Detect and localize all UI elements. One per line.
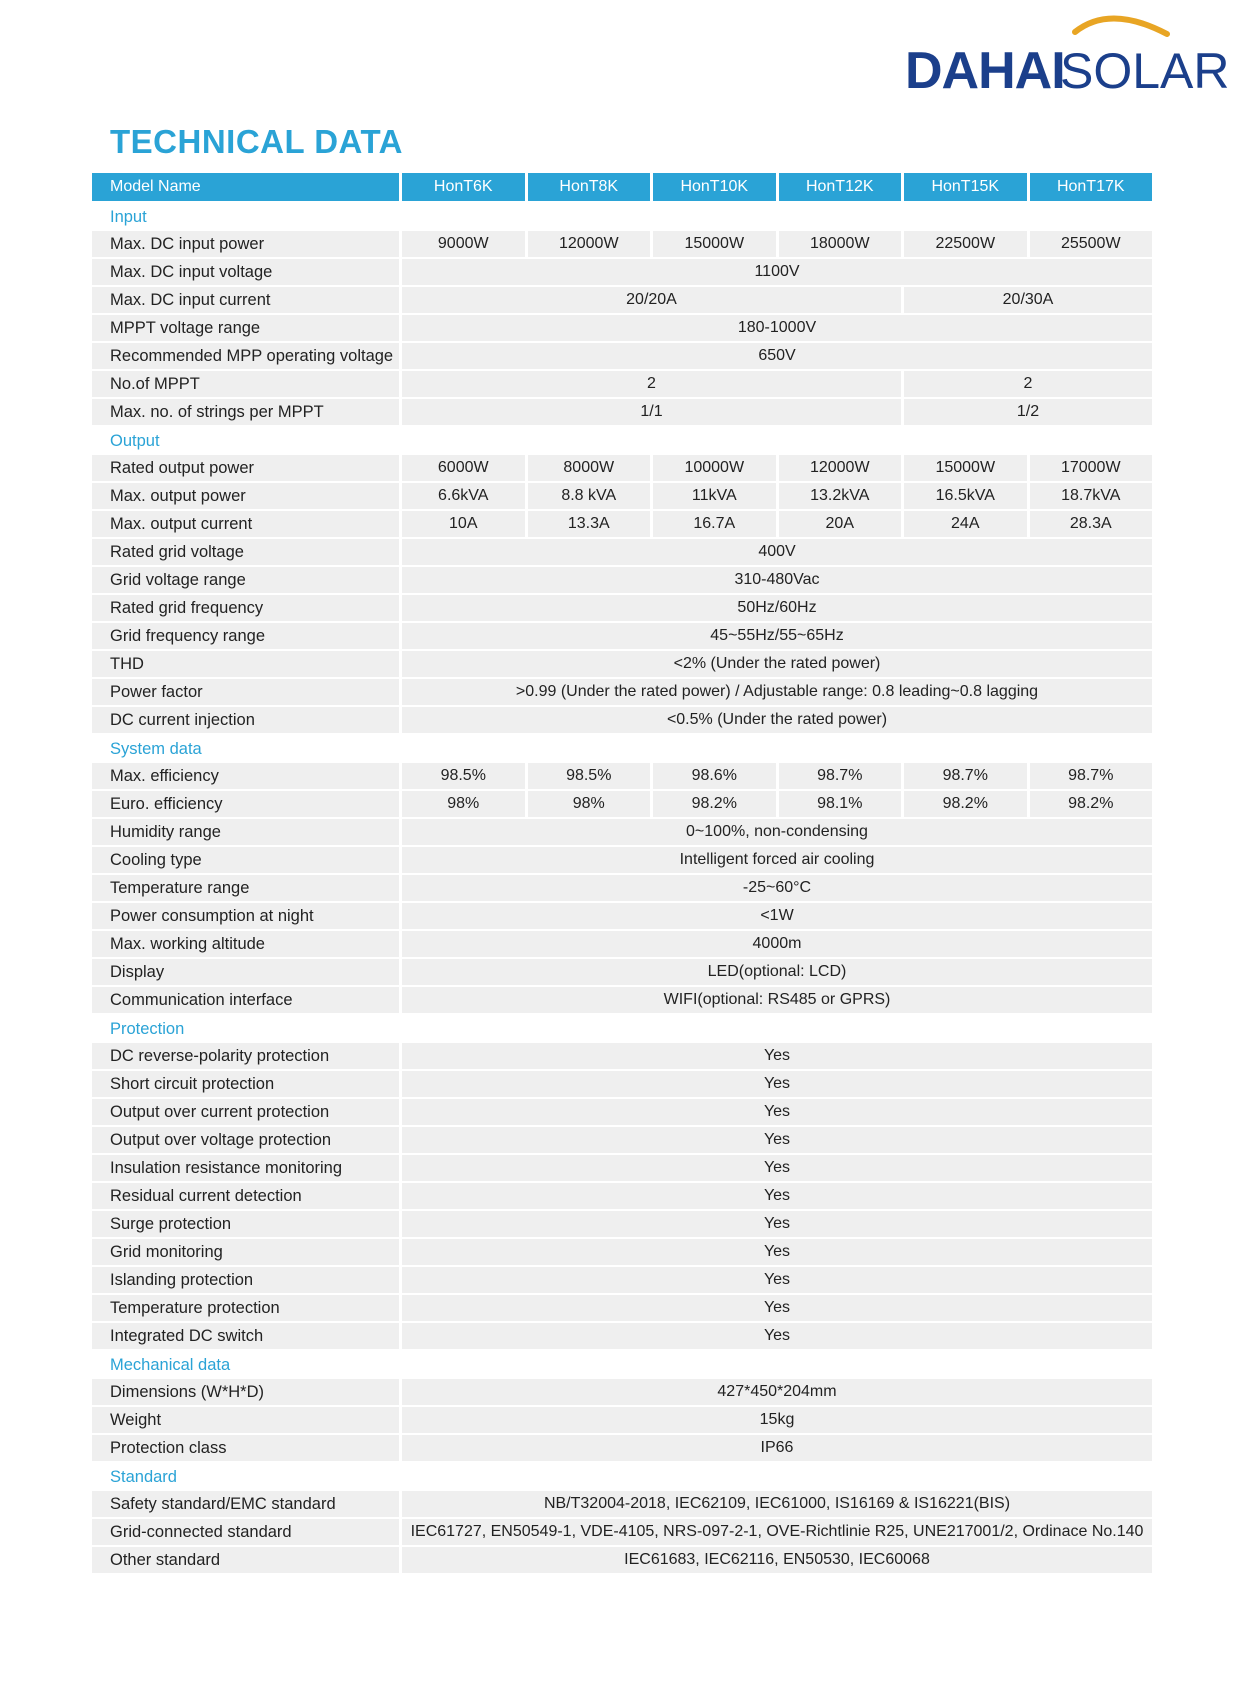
row-value: Yes	[399, 1099, 1152, 1127]
row-label: Recommended MPP operating voltage	[92, 343, 399, 371]
row-value: Yes	[399, 1127, 1152, 1155]
table-row	[92, 987, 1152, 1015]
row-label: Temperature protection	[92, 1295, 399, 1323]
row-label: Insulation resistance monitoring	[92, 1155, 399, 1183]
row-value: 50Hz/60Hz	[399, 595, 1152, 623]
row-label: Display	[92, 959, 399, 987]
table-row	[92, 1155, 1152, 1183]
row-value: 98.6%	[650, 763, 776, 791]
table-row	[92, 231, 1152, 259]
row-value: 10A	[399, 511, 525, 539]
row-value: 98%	[399, 791, 525, 819]
table-row	[92, 1295, 1152, 1323]
row-label: Other standard	[92, 1547, 399, 1575]
model-header-hont6k: HonT6K	[399, 173, 525, 203]
table-row	[92, 959, 1152, 987]
table-row	[92, 511, 1152, 539]
table-row	[92, 651, 1152, 679]
row-value: 20/20A	[399, 287, 901, 315]
row-label: Protection class	[92, 1435, 399, 1463]
table-row	[92, 343, 1152, 371]
section-row	[92, 1015, 1152, 1043]
row-value: 2	[399, 371, 901, 399]
technical-data-table	[92, 173, 1152, 1575]
row-label: Grid voltage range	[92, 567, 399, 595]
table-row	[92, 707, 1152, 735]
table-body	[92, 203, 1152, 1575]
row-value: 16.5kVA	[901, 483, 1027, 511]
row-value: Yes	[399, 1211, 1152, 1239]
row-value: 650V	[399, 343, 1152, 371]
table-row	[92, 763, 1152, 791]
row-label: Dimensions (W*H*D)	[92, 1379, 399, 1407]
row-value: 0~100%, non-condensing	[399, 819, 1152, 847]
model-name-header: Model Name	[92, 173, 399, 203]
row-value: 8000W	[525, 455, 651, 483]
row-value: IEC61727, EN50549-1, VDE-4105, NRS-097-2-1, OVE-Richtlinie R25, UNE217001/2, Ordinace No.140	[399, 1519, 1152, 1547]
table-row	[92, 595, 1152, 623]
section-row	[92, 1463, 1152, 1491]
section-row	[92, 203, 1152, 231]
model-header-hont10k: HonT10K	[650, 173, 776, 203]
row-value: 98.5%	[399, 763, 525, 791]
row-label: Islanding protection	[92, 1267, 399, 1295]
row-value: <1W	[399, 903, 1152, 931]
row-label: Euro. efficiency	[92, 791, 399, 819]
row-label: Power factor	[92, 679, 399, 707]
row-value: 98.7%	[901, 763, 1027, 791]
table-row	[92, 1211, 1152, 1239]
section-row	[92, 735, 1152, 763]
row-label: MPPT voltage range	[92, 315, 399, 343]
section-row	[92, 427, 1152, 455]
row-value: 98.2%	[650, 791, 776, 819]
table-row	[92, 875, 1152, 903]
row-value: Intelligent forced air cooling	[399, 847, 1152, 875]
row-value: 25500W	[1027, 231, 1153, 259]
table-row	[92, 399, 1152, 427]
row-value: -25~60°C	[399, 875, 1152, 903]
row-value: 15kg	[399, 1407, 1152, 1435]
row-value: 400V	[399, 539, 1152, 567]
row-value: 98.5%	[525, 763, 651, 791]
row-value: Yes	[399, 1239, 1152, 1267]
table-row	[92, 847, 1152, 875]
table-row	[92, 623, 1152, 651]
table-row	[92, 903, 1152, 931]
row-value: 98.2%	[901, 791, 1027, 819]
table-row	[92, 315, 1152, 343]
row-value: Yes	[399, 1295, 1152, 1323]
table-row	[92, 371, 1152, 399]
row-value: Yes	[399, 1183, 1152, 1211]
row-value: 98.1%	[776, 791, 902, 819]
row-label: No.of MPPT	[92, 371, 399, 399]
table-row	[92, 1435, 1152, 1463]
table-row	[92, 287, 1152, 315]
row-label: Grid-connected standard	[92, 1519, 399, 1547]
table-row	[92, 1547, 1152, 1575]
section-title: System data	[92, 735, 1152, 763]
row-value: 20/30A	[901, 287, 1152, 315]
row-value: 13.3A	[525, 511, 651, 539]
row-label: DC reverse-polarity protection	[92, 1043, 399, 1071]
row-value: <0.5% (Under the rated power)	[399, 707, 1152, 735]
row-value: 98%	[525, 791, 651, 819]
row-value: 10000W	[650, 455, 776, 483]
row-label: Max. output current	[92, 511, 399, 539]
logo-sun-arc	[1075, 18, 1167, 34]
row-label: Rated output power	[92, 455, 399, 483]
row-label: DC current injection	[92, 707, 399, 735]
table-row	[92, 1043, 1152, 1071]
table-row	[92, 1379, 1152, 1407]
row-value: 12000W	[776, 455, 902, 483]
row-value: 17000W	[1027, 455, 1153, 483]
row-value: 15000W	[650, 231, 776, 259]
section-title: Input	[92, 203, 1152, 231]
row-value: 6.6kVA	[399, 483, 525, 511]
row-value: 9000W	[399, 231, 525, 259]
row-label: Output over current protection	[92, 1099, 399, 1127]
table-row	[92, 679, 1152, 707]
row-value: Yes	[399, 1155, 1152, 1183]
table-row	[92, 1071, 1152, 1099]
row-value: 15000W	[901, 455, 1027, 483]
row-label: Cooling type	[92, 847, 399, 875]
row-value: 98.7%	[776, 763, 902, 791]
table-header-row	[92, 173, 1152, 203]
row-value: 98.2%	[1027, 791, 1153, 819]
table-row	[92, 539, 1152, 567]
table-row	[92, 483, 1152, 511]
table-row	[92, 1239, 1152, 1267]
table-row	[92, 791, 1152, 819]
row-value: 12000W	[525, 231, 651, 259]
row-label: Max. no. of strings per MPPT	[92, 399, 399, 427]
row-value: 1/2	[901, 399, 1152, 427]
model-header-hont17k: HonT17K	[1027, 173, 1153, 203]
table-row	[92, 1491, 1152, 1519]
section-title: Protection	[92, 1015, 1152, 1043]
table-row	[92, 1323, 1152, 1351]
row-label: Max. DC input voltage	[92, 259, 399, 287]
section-title: Standard	[92, 1463, 1152, 1491]
row-label: Max. efficiency	[92, 763, 399, 791]
row-value: 310-480Vac	[399, 567, 1152, 595]
row-label: Rated grid voltage	[92, 539, 399, 567]
row-value: 427*450*204mm	[399, 1379, 1152, 1407]
table-row	[92, 1267, 1152, 1295]
section-title: Output	[92, 427, 1152, 455]
row-label: Safety standard/EMC standard	[92, 1491, 399, 1519]
table-row	[92, 1519, 1152, 1547]
row-value: Yes	[399, 1071, 1152, 1099]
dahai-solar-logo	[905, 6, 1230, 100]
row-label: Temperature range	[92, 875, 399, 903]
row-value: 18.7kVA	[1027, 483, 1153, 511]
table-row	[92, 1407, 1152, 1435]
row-label: Integrated DC switch	[92, 1323, 399, 1351]
row-label: Residual current detection	[92, 1183, 399, 1211]
row-label: Power consumption at night	[92, 903, 399, 931]
row-label: Grid monitoring	[92, 1239, 399, 1267]
section-title: Mechanical data	[92, 1351, 1152, 1379]
table-row	[92, 931, 1152, 959]
row-label: Rated grid frequency	[92, 595, 399, 623]
logo-text-solar: SOLAR	[1060, 43, 1230, 99]
row-label: Weight	[92, 1407, 399, 1435]
row-value: Yes	[399, 1043, 1152, 1071]
row-value: 98.7%	[1027, 763, 1153, 791]
row-value: 28.3A	[1027, 511, 1153, 539]
row-label: Max. DC input power	[92, 231, 399, 259]
row-label: THD	[92, 651, 399, 679]
model-header-hont8k: HonT8K	[525, 173, 651, 203]
page-title: TECHNICAL DATA	[110, 123, 403, 160]
row-value: 20A	[776, 511, 902, 539]
row-value: 11kVA	[650, 483, 776, 511]
table-row	[92, 455, 1152, 483]
row-label: Max. working altitude	[92, 931, 399, 959]
row-label: Grid frequency range	[92, 623, 399, 651]
row-label: Surge protection	[92, 1211, 399, 1239]
row-label: Humidity range	[92, 819, 399, 847]
row-value: 16.7A	[650, 511, 776, 539]
row-value: 180-1000V	[399, 315, 1152, 343]
row-value: 22500W	[901, 231, 1027, 259]
table-row	[92, 1127, 1152, 1155]
row-value: 13.2kVA	[776, 483, 902, 511]
row-value: IEC61683, IEC62116, EN50530, IEC60068	[399, 1547, 1152, 1575]
table-row	[92, 1099, 1152, 1127]
table-row	[92, 1183, 1152, 1211]
row-value: 1100V	[399, 259, 1152, 287]
row-value: Yes	[399, 1323, 1152, 1351]
row-label: Max. DC input current	[92, 287, 399, 315]
row-value: 8.8 kVA	[525, 483, 651, 511]
model-header-hont12k: HonT12K	[776, 173, 902, 203]
row-value: 4000m	[399, 931, 1152, 959]
logo-text-dahai: DAHAI	[905, 42, 1065, 100]
table-row	[92, 819, 1152, 847]
row-value: IP66	[399, 1435, 1152, 1463]
row-value: 18000W	[776, 231, 902, 259]
row-value: LED(optional: LCD)	[399, 959, 1152, 987]
row-value: 2	[901, 371, 1152, 399]
section-row	[92, 1351, 1152, 1379]
row-value: Yes	[399, 1267, 1152, 1295]
table-row	[92, 567, 1152, 595]
row-value: WIFI(optional: RS485 or GPRS)	[399, 987, 1152, 1015]
row-value: 45~55Hz/55~65Hz	[399, 623, 1152, 651]
row-value: 6000W	[399, 455, 525, 483]
row-value: 1/1	[399, 399, 901, 427]
row-value: NB/T32004-2018, IEC62109, IEC61000, IS16169 & IS16221(BIS)	[399, 1491, 1152, 1519]
row-value: >0.99 (Under the rated power) / Adjustable range: 0.8 leading~0.8 lagging	[399, 679, 1152, 707]
row-label: Short circuit protection	[92, 1071, 399, 1099]
model-header-hont15k: HonT15K	[901, 173, 1027, 203]
row-label: Max. output power	[92, 483, 399, 511]
table-row	[92, 259, 1152, 287]
row-label: Communication interface	[92, 987, 399, 1015]
row-label: Output over voltage protection	[92, 1127, 399, 1155]
row-value: 24A	[901, 511, 1027, 539]
row-value: <2% (Under the rated power)	[399, 651, 1152, 679]
